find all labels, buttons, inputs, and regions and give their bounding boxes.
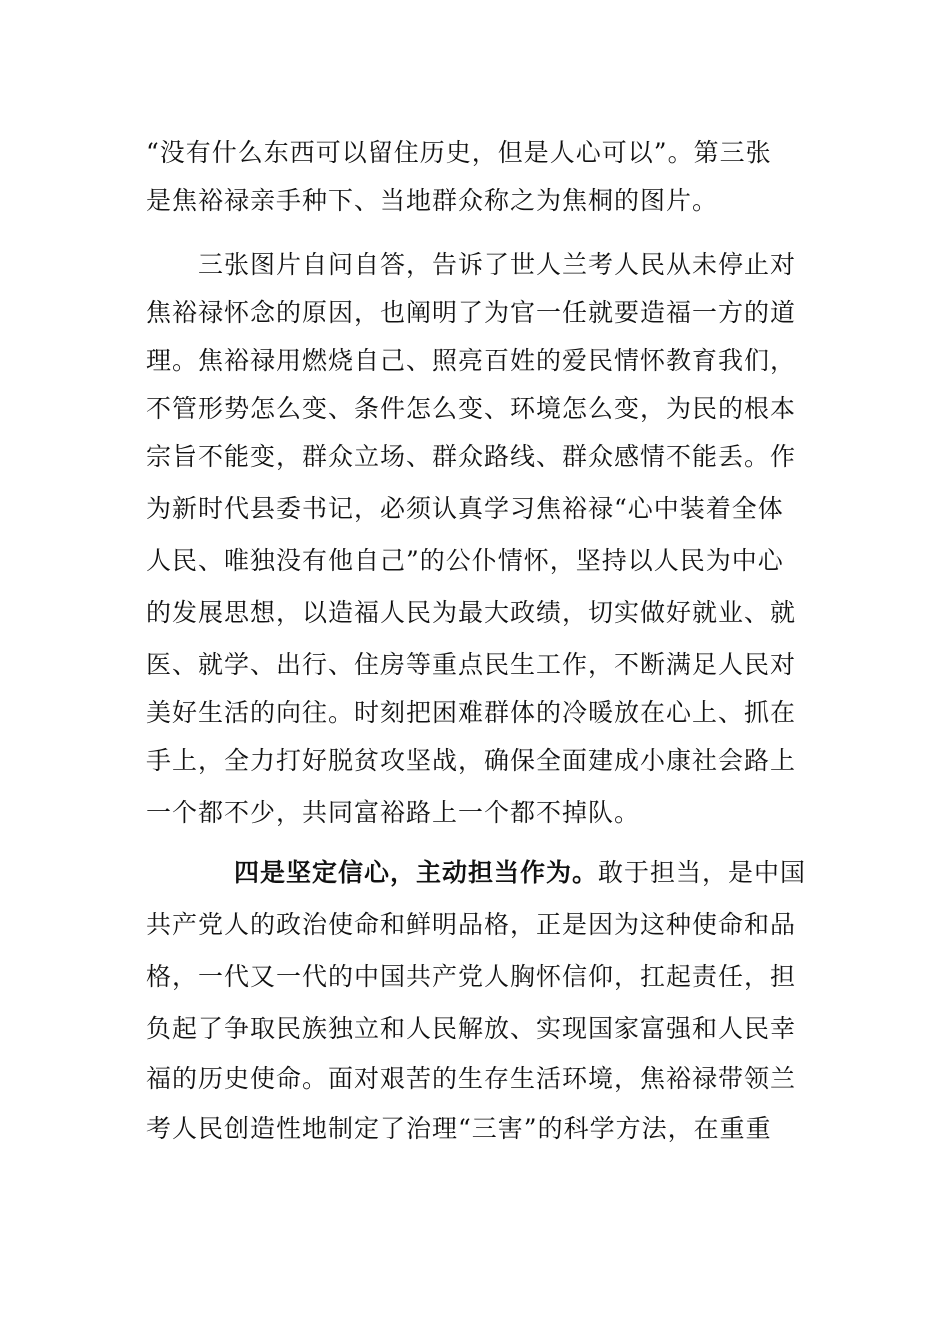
- paragraph-2-line-6: 为新时代县委书记，必须认真学习焦裕禄“心中装着全体: [146, 494, 784, 523]
- paragraph-2-line-3: 理。焦裕禄用燃烧自己、照亮百姓的爱民情怀教育我们，: [146, 346, 797, 375]
- paragraph-3-line-5: 福的历史使命。面对艰苦的生存生活环境，焦裕禄带领兰: [146, 1064, 797, 1093]
- paragraph-1-line-2: 是焦裕禄亲手种下、当地群众称之为焦桐的图片。: [146, 186, 719, 215]
- paragraph-2-line-11: 手上，全力打好脱贫攻坚战，确保全面建成小康社会路上: [146, 746, 797, 775]
- paragraph-2-line-5: 宗旨不能变，群众立场、群众路线、群众感情不能丢。作: [146, 442, 797, 471]
- paragraph-2-line-10: 美好生活的向往。时刻把困难群体的冷暖放在心上、抓在: [146, 698, 797, 727]
- paragraph-2-line-1: 三张图片自问自答，告诉了世人兰考人民从未停止对: [198, 250, 797, 279]
- paragraph-2-line-12: 一个都不少，共同富裕路上一个都不掉队。: [146, 798, 641, 827]
- paragraph-2-line-4: 不管形势怎么变、条件怎么变、环境怎么变，为民的根本: [146, 394, 797, 423]
- paragraph-3-line-6: 考人民创造性地制定了治理“三害”的科学方法，在重重: [146, 1114, 772, 1143]
- paragraph-3-line-1-text: 敢于担当，是中国: [598, 858, 807, 887]
- paragraph-2-line-8: 的发展思想，以造福人民为最大政绩，切实做好就业、就: [146, 598, 797, 627]
- paragraph-2-line-2: 焦裕禄怀念的原因，也阐明了为官一任就要造福一方的道: [146, 298, 797, 327]
- paragraph-3-line-3: 格，一代又一代的中国共产党人胸怀信仰，扛起责任，担: [146, 962, 797, 991]
- paragraph-3-line-2: 共产党人的政治使命和鲜明品格，正是因为这种使命和品: [146, 910, 797, 939]
- paragraph-2-line-9: 医、就学、出行、住房等重点民生工作，不断满足人民对: [146, 650, 797, 679]
- paragraph-1-line-1: “没有什么东西可以留住历史，但是人心可以”。第三张: [146, 138, 772, 167]
- paragraph-3-line-1: [234, 858, 806, 888]
- section-heading: 四是坚定信心，主动担当作为。: [234, 858, 599, 887]
- paragraph-2-line-7: 人民、唯独没有他自己”的公仆情怀，坚持以人民为中心: [146, 546, 784, 575]
- paragraph-3-line-4: 负起了争取民族独立和人民解放、实现国家富强和人民幸: [146, 1014, 797, 1043]
